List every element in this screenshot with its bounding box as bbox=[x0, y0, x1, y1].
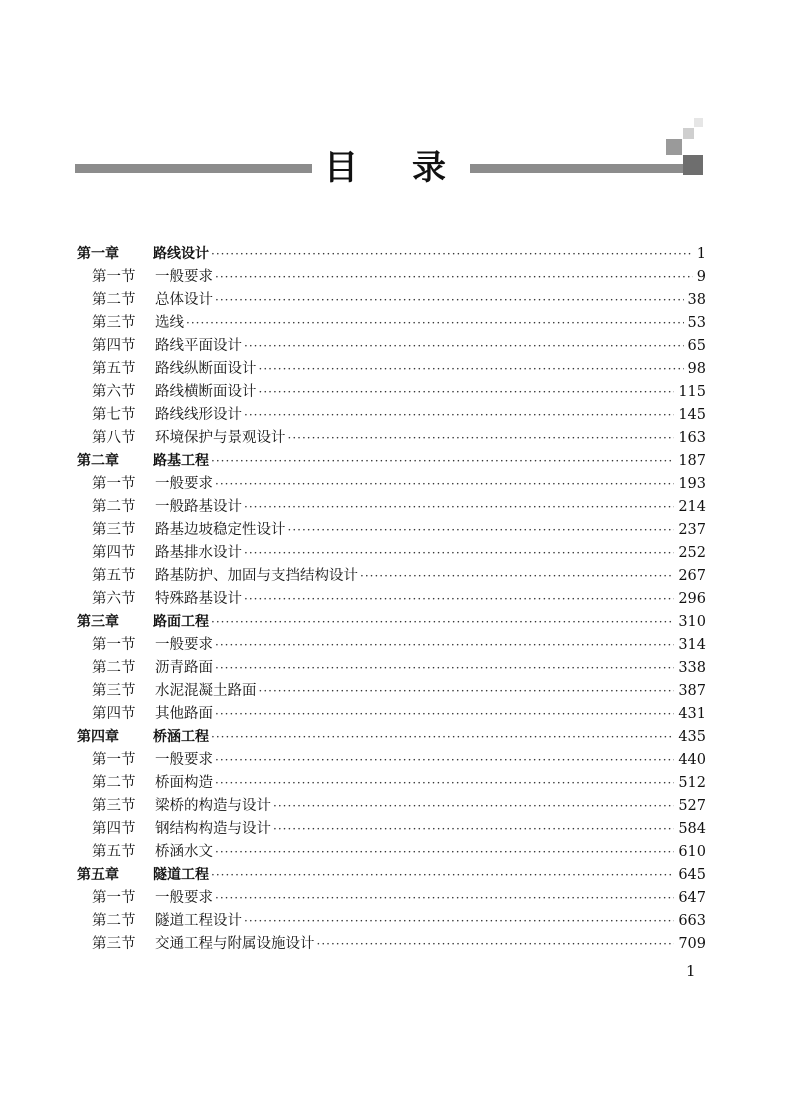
toc-leader-dots bbox=[215, 772, 674, 795]
toc-entry-page: 647 bbox=[678, 890, 706, 906]
toc-section-entry[interactable] bbox=[0, 657, 790, 680]
toc-chapter-entry[interactable] bbox=[0, 864, 790, 887]
toc-entry-number: 第六节 bbox=[92, 591, 136, 607]
toc-entry-title: 路基排水设计 bbox=[155, 545, 242, 561]
toc-chapter-entry[interactable] bbox=[0, 726, 790, 749]
toc-section-entry[interactable] bbox=[0, 795, 790, 818]
toc-entry-title: 一般要求 bbox=[155, 476, 213, 492]
toc-entry-page: 252 bbox=[678, 545, 706, 561]
toc-leader-dots bbox=[215, 289, 684, 312]
toc-leader-dots bbox=[259, 680, 675, 703]
toc-entry-title: 一般要求 bbox=[155, 269, 213, 285]
toc-leader-dots bbox=[273, 818, 674, 841]
toc-leader-dots bbox=[215, 749, 674, 772]
toc-entry-page: 1 bbox=[696, 246, 706, 262]
toc-entry-page: 98 bbox=[687, 361, 706, 377]
toc-section-entry[interactable] bbox=[0, 749, 790, 772]
toc-entry-page: 314 bbox=[678, 637, 706, 653]
toc-leader-dots bbox=[215, 841, 674, 864]
toc-section-entry[interactable] bbox=[0, 841, 790, 864]
toc-entry-title: 路线设计 bbox=[153, 246, 209, 262]
toc-entry-title: 路面工程 bbox=[153, 614, 209, 630]
toc-entry-page: 193 bbox=[678, 476, 706, 492]
toc-entry-number: 第三节 bbox=[92, 798, 136, 814]
toc-leader-dots bbox=[186, 312, 684, 335]
toc-entry-number: 第一节 bbox=[92, 752, 136, 768]
toc-entry-page: 65 bbox=[687, 338, 706, 354]
toc-entry-number: 第一节 bbox=[92, 890, 136, 906]
toc-entry-number: 第五章 bbox=[77, 867, 119, 883]
toc-entry-title: 路线线形设计 bbox=[155, 407, 242, 423]
toc-leader-dots bbox=[211, 864, 674, 887]
toc-entry-number: 第一章 bbox=[77, 246, 119, 262]
toc-entry-page: 440 bbox=[678, 752, 706, 768]
toc-entry-title: 环境保护与景观设计 bbox=[155, 430, 286, 446]
toc-entry-number: 第五节 bbox=[92, 361, 136, 377]
toc-entry-title: 选线 bbox=[155, 315, 184, 331]
toc-leader-dots bbox=[215, 266, 693, 289]
toc-section-entry[interactable] bbox=[0, 634, 790, 657]
toc-entry-page: 145 bbox=[678, 407, 706, 423]
page-header bbox=[0, 0, 790, 200]
toc-section-entry[interactable] bbox=[0, 772, 790, 795]
toc-leader-dots bbox=[360, 565, 674, 588]
toc-entry-page: 53 bbox=[687, 315, 706, 331]
toc-section-entry[interactable] bbox=[0, 933, 790, 956]
toc-entry-page: 115 bbox=[678, 384, 706, 400]
toc-entry-number: 第五节 bbox=[92, 568, 136, 584]
toc-entry-page: 267 bbox=[678, 568, 706, 584]
toc-entry-title: 一般要求 bbox=[155, 637, 213, 653]
toc-section-entry[interactable] bbox=[0, 565, 790, 588]
toc-entry-number: 第三章 bbox=[77, 614, 119, 630]
toc-entry-page: 645 bbox=[678, 867, 706, 883]
decorative-square bbox=[683, 128, 694, 139]
toc-section-entry[interactable] bbox=[0, 266, 790, 289]
toc-entry-number: 第四节 bbox=[92, 338, 136, 354]
toc-entry-page: 435 bbox=[678, 729, 706, 745]
toc-section-entry[interactable] bbox=[0, 703, 790, 726]
toc-entry-title: 隧道工程设计 bbox=[155, 913, 242, 929]
toc-entry-page: 663 bbox=[678, 913, 706, 929]
toc-leader-dots bbox=[215, 473, 674, 496]
toc-section-entry[interactable] bbox=[0, 887, 790, 910]
toc-entry-page: 296 bbox=[678, 591, 706, 607]
decorative-square bbox=[694, 118, 703, 127]
toc-entry-title: 桥面构造 bbox=[155, 775, 213, 791]
toc-leader-dots bbox=[244, 404, 674, 427]
toc-chapter-entry[interactable] bbox=[0, 243, 790, 266]
toc-entry-title: 钢结构构造与设计 bbox=[155, 821, 271, 837]
toc-entry-number: 第六节 bbox=[92, 384, 136, 400]
toc-entry-number: 第四节 bbox=[92, 706, 136, 722]
toc-entry-number: 第四节 bbox=[92, 545, 136, 561]
toc-entry-title: 交通工程与附属设施设计 bbox=[155, 936, 315, 952]
toc-entry-number: 第五节 bbox=[92, 844, 136, 860]
toc-entry-title: 一般要求 bbox=[155, 752, 213, 768]
toc-entry-title: 路基防护、加固与支挡结构设计 bbox=[155, 568, 358, 584]
toc-entry-number: 第一节 bbox=[92, 269, 136, 285]
toc-leader-dots bbox=[215, 703, 674, 726]
toc-entry-title: 隧道工程 bbox=[153, 867, 209, 883]
toc-entry-title: 一般要求 bbox=[155, 890, 213, 906]
toc-entry-number: 第二节 bbox=[92, 292, 136, 308]
toc-entry-title: 桥涵工程 bbox=[153, 729, 209, 745]
decorative-square bbox=[683, 155, 703, 175]
toc-entry-number: 第八节 bbox=[92, 430, 136, 446]
toc-entry-page: 387 bbox=[678, 683, 706, 699]
toc-entry-number: 第二节 bbox=[92, 775, 136, 791]
toc-leader-dots bbox=[244, 910, 674, 933]
toc-entry-number: 第三节 bbox=[92, 315, 136, 331]
toc-section-entry[interactable] bbox=[0, 289, 790, 312]
toc-leader-dots bbox=[215, 657, 674, 680]
toc-section-entry[interactable] bbox=[0, 312, 790, 335]
toc-entry-number: 第三节 bbox=[92, 936, 136, 952]
page-title bbox=[320, 146, 460, 190]
toc-leader-dots bbox=[259, 358, 684, 381]
toc-section-entry[interactable] bbox=[0, 910, 790, 933]
page-number: 1 bbox=[686, 962, 696, 980]
decorative-square bbox=[666, 139, 682, 155]
toc-entry-number: 第四章 bbox=[77, 729, 119, 745]
toc-chapter-entry[interactable] bbox=[0, 611, 790, 634]
toc-section-entry[interactable] bbox=[0, 381, 790, 404]
toc-entry-title: 特殊路基设计 bbox=[155, 591, 242, 607]
toc-section-entry[interactable] bbox=[0, 519, 790, 542]
toc-entry-page: 584 bbox=[678, 821, 706, 837]
toc-entry-page: 214 bbox=[678, 499, 706, 515]
toc-entry-number: 第一节 bbox=[92, 637, 136, 653]
toc-entry-page: 38 bbox=[687, 292, 706, 308]
toc-entry-number: 第一节 bbox=[92, 476, 136, 492]
toc-entry-number: 第三节 bbox=[92, 522, 136, 538]
toc-leader-dots bbox=[211, 450, 674, 473]
toc-leader-dots bbox=[211, 611, 674, 634]
toc-entry-page: 310 bbox=[678, 614, 706, 630]
toc-section-entry[interactable] bbox=[0, 496, 790, 519]
toc-entry-number: 第二章 bbox=[77, 453, 119, 469]
toc-entry-title: 沥青路面 bbox=[155, 660, 213, 676]
toc-entry-page: 709 bbox=[678, 936, 706, 952]
table-of-contents bbox=[0, 243, 790, 956]
toc-entry-title: 路基边坡稳定性设计 bbox=[155, 522, 286, 538]
toc-entry-title: 桥涵水文 bbox=[155, 844, 213, 860]
toc-entry-title: 水泥混凝土路面 bbox=[155, 683, 257, 699]
toc-leader-dots bbox=[288, 427, 675, 450]
toc-leader-dots bbox=[211, 726, 674, 749]
toc-entry-page: 527 bbox=[678, 798, 706, 814]
toc-entry-page: 512 bbox=[678, 775, 706, 791]
toc-leader-dots bbox=[317, 933, 675, 956]
toc-leader-dots bbox=[244, 542, 674, 565]
toc-entry-title: 其他路面 bbox=[155, 706, 213, 722]
toc-entry-title: 路线纵断面设计 bbox=[155, 361, 257, 377]
toc-entry-number: 第四节 bbox=[92, 821, 136, 837]
toc-entry-page: 163 bbox=[678, 430, 706, 446]
toc-section-entry[interactable] bbox=[0, 473, 790, 496]
toc-leader-dots bbox=[244, 496, 674, 519]
toc-leader-dots bbox=[244, 588, 674, 611]
toc-entry-page: 610 bbox=[678, 844, 706, 860]
toc-chapter-entry[interactable] bbox=[0, 450, 790, 473]
toc-section-entry[interactable] bbox=[0, 358, 790, 381]
toc-entry-page: 431 bbox=[678, 706, 706, 722]
toc-entry-title: 梁桥的构造与设计 bbox=[155, 798, 271, 814]
title-rule-right bbox=[470, 164, 683, 173]
toc-entry-page: 9 bbox=[696, 269, 706, 285]
toc-leader-dots bbox=[273, 795, 674, 818]
toc-entry-page: 338 bbox=[678, 660, 706, 676]
toc-entry-number: 第二节 bbox=[92, 499, 136, 515]
toc-entry-title: 一般路基设计 bbox=[155, 499, 242, 515]
toc-entry-number: 第二节 bbox=[92, 660, 136, 676]
page-title-char-1: 目 bbox=[324, 148, 358, 188]
toc-entry-number: 第二节 bbox=[92, 913, 136, 929]
toc-section-entry[interactable] bbox=[0, 404, 790, 427]
toc-entry-title: 总体设计 bbox=[155, 292, 213, 308]
toc-section-entry[interactable] bbox=[0, 680, 790, 703]
toc-entry-number: 第三节 bbox=[92, 683, 136, 699]
toc-section-entry[interactable] bbox=[0, 818, 790, 841]
toc-leader-dots bbox=[244, 335, 684, 358]
toc-section-entry[interactable] bbox=[0, 588, 790, 611]
toc-entry-title: 路基工程 bbox=[153, 453, 209, 469]
toc-section-entry[interactable] bbox=[0, 427, 790, 450]
toc-section-entry[interactable] bbox=[0, 335, 790, 358]
page-title-char-2: 录 bbox=[412, 148, 446, 188]
title-rule-left bbox=[75, 164, 312, 173]
toc-entry-page: 187 bbox=[678, 453, 706, 469]
toc-entry-page: 237 bbox=[678, 522, 706, 538]
toc-entry-number: 第七节 bbox=[92, 407, 136, 423]
toc-leader-dots bbox=[215, 887, 674, 910]
toc-entry-title: 路线平面设计 bbox=[155, 338, 242, 354]
toc-entry-title: 路线横断面设计 bbox=[155, 384, 257, 400]
toc-leader-dots bbox=[288, 519, 675, 542]
toc-leader-dots bbox=[215, 634, 674, 657]
toc-leader-dots bbox=[211, 243, 693, 266]
toc-section-entry[interactable] bbox=[0, 542, 790, 565]
toc-leader-dots bbox=[259, 381, 675, 404]
